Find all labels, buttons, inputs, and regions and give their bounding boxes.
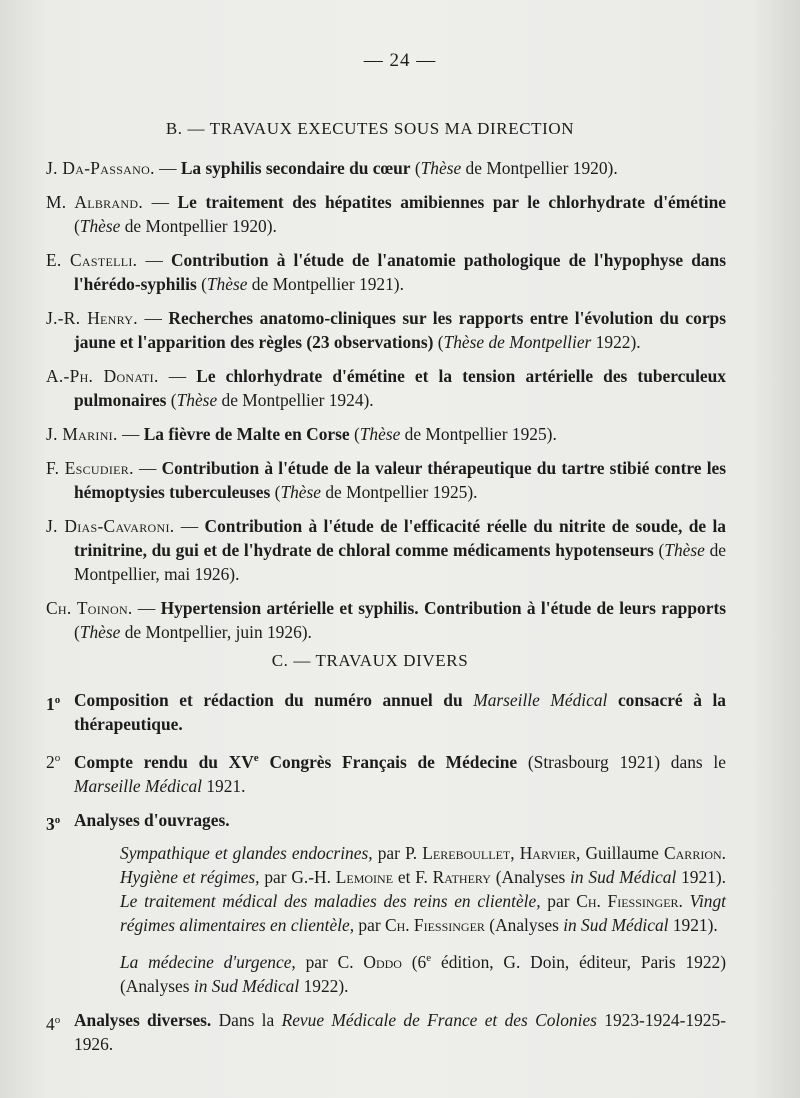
entry-title: Le chlorhydrate d'émétine et la tension artérielle des tuberculeux pulmonaires xyxy=(74,366,726,410)
entry-paren: ( xyxy=(74,216,80,236)
review-author: C. Oddo xyxy=(337,951,402,972)
section-c-items xyxy=(46,688,726,1066)
entry-paren: ( xyxy=(166,390,177,410)
review-title: Sympathique et glandes endocrines, xyxy=(120,842,373,863)
entry-ref-italic: Thèse xyxy=(176,390,218,410)
entry-title: La fièvre de Malte en Corse xyxy=(143,424,350,444)
review-author: P. Lereboullet, Harvier, xyxy=(405,842,581,863)
entry-paren: ( xyxy=(196,274,207,294)
entry-paren: ( xyxy=(653,540,665,560)
entry-paren: ( xyxy=(433,332,444,352)
item-plain-text: (Strasbourg 1921) dans le xyxy=(517,751,726,772)
review-text: Guillaume xyxy=(580,842,665,863)
review-author: Carrion. xyxy=(664,842,726,863)
item-italic-text: Marseille Médical xyxy=(473,690,608,710)
entry-ref: de Montpellier 1920). xyxy=(461,158,618,178)
review-sup: e xyxy=(426,951,432,964)
review-list-paragraph xyxy=(74,946,726,998)
thesis-entry: J.-R. Henry. — Recherches anatomo-cliniques sur les rapports entre l'évolution du corps jaune et l'apparition des règles (23 observations) (Thèse de Montpellier 1922). xyxy=(46,308,726,352)
item-number xyxy=(46,808,60,836)
item-number-degree: o xyxy=(54,694,61,706)
review-source: in Sud Médical xyxy=(563,914,669,935)
item-number-degree: o xyxy=(54,813,61,826)
entry-ref: de Montpellier 1925). xyxy=(321,482,478,502)
thesis-entry: J. Marini. — La fièvre de Malte en Corse (Thèse de Montpellier 1925). xyxy=(46,424,557,444)
review-text: édition, G. Doin, éditeur, Paris 1922) (Analyses xyxy=(120,951,727,996)
item-number-digit: 1 xyxy=(46,693,55,714)
review-list-paragraph xyxy=(74,841,726,937)
thesis-entry: J. Dias-Cavaroni. — Contribution à l'étude de l'efficacité réelle du nitrite de soude, de la trinitrine, du gui et de l'hydrate de chloral comme médicaments hypotenseurs (Thèse de Montpellier, mai 1926). xyxy=(46,516,726,584)
review-author: F. Rathery xyxy=(415,866,491,887)
entry-ref-italic: Thèse xyxy=(79,622,121,642)
item-plain-text-end: 1921. xyxy=(201,775,246,796)
item-number xyxy=(46,688,60,716)
entry-title: Contribution à l'étude de l'efficacité réelle du nitrite de soude, de la trinitrine, du gui et de l'hydrate de chloral comme médicaments hypotenseurs xyxy=(74,516,726,560)
entry-ref-italic: Thèse xyxy=(280,482,322,502)
item-bold-text: Analyses d'ouvrages. xyxy=(74,809,230,830)
review-author: Ch. Fiessinger. xyxy=(576,890,683,911)
review-author: Ch. Fiessinger xyxy=(384,914,485,935)
review-text: (Analyses xyxy=(490,866,571,887)
review-text: et xyxy=(393,866,416,887)
item-italic-text: Marseille Médical xyxy=(74,775,202,796)
entry-author: M. Albrand. xyxy=(46,192,143,212)
item-bold-text-2: Congrès Français de Médecine xyxy=(258,751,518,772)
entry-ref-italic: Thèse de Montpellier xyxy=(443,332,592,352)
entry-ref: de Montpellier 1925). xyxy=(400,424,557,444)
section-c-heading: C. — TRAVAUX DIVERS xyxy=(271,651,469,670)
entry-title: La syphilis secondaire du cœur xyxy=(180,158,411,178)
entry-ref-italic: Thèse xyxy=(79,216,121,236)
review-text: par xyxy=(259,866,292,887)
item-plain-text: Dans la xyxy=(211,1009,282,1030)
item-number xyxy=(46,746,60,774)
review-text: par xyxy=(295,951,338,972)
item-bold-text: Compte rendu du XV xyxy=(74,751,254,772)
review-text: par xyxy=(372,842,406,863)
thesis-entry: A.-Ph. Donati. — Le chlorhydrate d'émétine et la tension artérielle des tuberculeux pulmonaires (Thèse de Montpellier 1924). xyxy=(46,366,726,410)
entry-author: E. Castelli. xyxy=(46,250,138,270)
item-number-digit: 3 xyxy=(46,813,55,834)
item-number-digit: 4 xyxy=(46,1013,55,1034)
entry-author: J. Marini. xyxy=(46,424,118,444)
thesis-entry: Ch. Toinon. — Hypertension artérielle et syphilis. Contribution à l'étude de leurs rapports (Thèse de Montpellier, juin 1926). xyxy=(46,598,726,642)
list-item xyxy=(46,746,726,798)
item-plain-text-end: 1923-1924-1925-1926. xyxy=(74,1009,726,1054)
entry-ref: de Montpellier, mai 1926). xyxy=(74,540,726,584)
entry-author: F. Escudier. xyxy=(46,458,134,478)
review-text: 1922). xyxy=(299,975,349,996)
entry-title: Le traitement des hépatites amibiennes par le chlorhydrate d'émétine xyxy=(177,192,726,212)
review-title: Le traitement médical des maladies des reins en clientèle, xyxy=(120,890,541,911)
thesis-entry: J. Da-Passano. — La syphilis secondaire du cœur (Thèse de Montpellier 1920). xyxy=(46,158,618,178)
entry-author: J. Dias-Cavaroni. xyxy=(46,516,175,536)
entry-title: Recherches anatomo-cliniques sur les rapports entre l'évolution du corps jaune et l'apparition des règles (23 observations) xyxy=(74,308,726,352)
review-source: in Sud Médical xyxy=(193,975,300,996)
review-title: Hygiène et régimes, xyxy=(120,866,260,887)
item-bold-text: Analyses diverses. xyxy=(74,1009,212,1030)
entry-ref-italic: Thèse xyxy=(420,158,462,178)
review-source: in Sud Médical xyxy=(570,866,677,887)
entry-ref-italic: Thèse xyxy=(664,540,705,560)
entry-author: Ch. Toinon. xyxy=(46,598,133,618)
list-item xyxy=(46,808,726,998)
section-b-heading: B. — TRAVAUX EXECUTES SOUS MA DIRECTION xyxy=(165,119,575,138)
review-title: La médecine d'urgence, xyxy=(120,951,296,972)
section-b-entries xyxy=(46,156,726,654)
thesis-entry: E. Castelli. — Contribution à l'étude de l'anatomie pathologique de l'hypophyse dans l'hérédo-syphilis (Thèse de Montpellier 1921). xyxy=(46,250,726,294)
review-title: Vingt régimes alimentaires en clientèle, xyxy=(120,890,727,935)
review-text: 1921). xyxy=(668,914,718,935)
review-text: par xyxy=(540,890,577,911)
entry-title: Contribution à l'étude de l'anatomie pathologique de l'hypophyse dans l'hérédo-syphilis xyxy=(74,250,726,294)
thesis-entry: M. Albrand. — Le traitement des hépatites amibiennes par le chlorhydrate d'émétine (Thèse de Montpellier 1920). xyxy=(46,192,726,236)
review-author: G.-H. Lemoine xyxy=(291,866,394,887)
review-text: par xyxy=(354,914,385,935)
page-number: — 24 — xyxy=(363,50,437,71)
entry-ref: 1922). xyxy=(591,332,641,352)
entry-ref: de Montpellier 1921). xyxy=(247,274,404,294)
entry-ref: de Montpellier 1924). xyxy=(217,390,374,410)
entry-paren: ( xyxy=(349,424,360,444)
entry-paren: ( xyxy=(270,482,281,502)
entry-paren: ( xyxy=(410,158,421,178)
review-text: (Analyses xyxy=(484,914,564,935)
review-text: 1921). xyxy=(676,866,727,887)
entry-author: J.-R. Henry. xyxy=(46,308,138,328)
item-number-degree: o xyxy=(54,752,61,764)
entry-author: A.-Ph. Donati. xyxy=(46,366,159,386)
item-number xyxy=(46,1008,60,1036)
entry-title: Contribution à l'étude de la valeur thérapeutique du tartre stibié contre les hémoptysies tuberculeuses xyxy=(74,458,727,502)
item-bold-text-end: consacré à la thérapeutique. xyxy=(74,690,726,734)
item-bold-sup: e xyxy=(253,752,259,764)
list-item xyxy=(46,688,726,736)
entry-ref: de Montpellier, juin 1926). xyxy=(120,622,312,642)
thesis-entry: F. Escudier. — Contribution à l'étude de la valeur thérapeutique du tartre stibié contre les hémoptysies tuberculeuses (Thèse de Montpellier 1925). xyxy=(46,458,727,502)
entry-ref-italic: Thèse xyxy=(359,424,401,444)
list-item xyxy=(46,1008,726,1056)
item-italic-text: Revue Médicale de France et des Colonies xyxy=(281,1009,597,1030)
entry-paren: ( xyxy=(74,622,80,642)
item-number-degree: o xyxy=(54,1013,61,1026)
item-number-digit: 2 xyxy=(46,751,55,772)
entry-ref-italic: Thèse xyxy=(206,274,248,294)
review-text: (6 xyxy=(401,951,427,972)
item-bold-text: Composition et rédaction du numéro annuel du xyxy=(74,690,474,710)
entry-title: Hypertension artérielle et syphilis. Contribution à l'étude de leurs rapports xyxy=(160,598,726,618)
entry-author: J. Da-Passano. xyxy=(46,158,155,178)
entry-ref: de Montpellier 1920). xyxy=(120,216,277,236)
